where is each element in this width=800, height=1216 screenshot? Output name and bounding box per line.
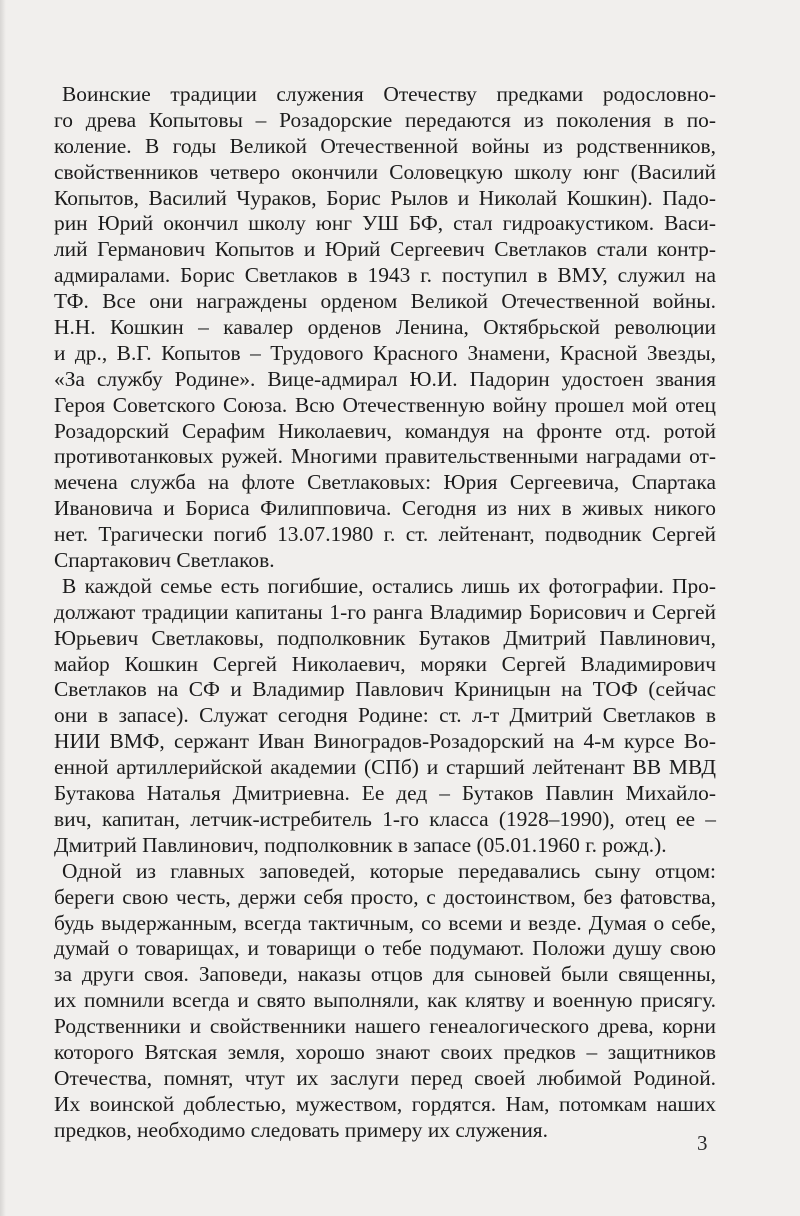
paragraph-line: го древа Копытовы – Розадорские передаются из поколения в по- — [54, 107, 716, 132]
paragraph-line: которого Вятская земля, хорошо знают своих предков – защитников — [54, 1039, 716, 1064]
paragraph-line: Отечества, помнят, чтут их заслуги перед своей любимой Родиной. — [54, 1065, 716, 1090]
paragraph-line: береги свою честь, держи себя просто, с достоинством, без фатовства, — [54, 884, 716, 909]
paragraph-first-line: В каждой семье есть погибшие, остались лишь их фотографии. Про- — [62, 573, 716, 598]
paragraph-line: «За службу Родине». Вице-адмирал Ю.И. Падорин удостоен звания — [54, 366, 716, 391]
paragraph-line: мечена служба на флоте Светлаковых: Юрия Сергеевича, Спартака — [54, 470, 716, 495]
paragraph-line: Копытов, Василий Чураков, Борис Рылов и Николай Кошкин). Падо- — [54, 185, 716, 210]
paragraph-line: должают традиции капитаны 1-го ранга Владимир Борисович и Сергей — [54, 599, 716, 624]
paragraph-line: нет. Трагически погиб 13.07.1980 г. ст. лейтенант, подводник Сергей — [54, 522, 716, 547]
body-text — [54, 82, 716, 1144]
paragraph-line: предков, необходимо следовать примеру их служения. — [54, 1117, 548, 1142]
paragraph-line: Дмитрий Павлинович, подполковник в запасе (05.01.1960 г. рожд.). — [54, 832, 667, 857]
page-edge-shadow — [0, 0, 6, 1216]
paragraph-line: за други своя. Заповеди, наказы отцов для сыновей были священны, — [54, 962, 716, 987]
page-number: 3 — [697, 1131, 708, 1155]
paragraph-line: будь выдержанным, всегда тактичным, со всеми и везде. Думая о себе, — [54, 910, 716, 935]
paragraph-line: Розадорский Серафим Николаевич, командуя на фронте отд. ротой — [54, 418, 716, 443]
paragraph-line: Юрьевич Светлаковы, подполковник Бутаков Дмитрий Павлинович, — [54, 625, 716, 650]
paragraph-line: лий Германович Копытов и Юрий Сергеевич Светлаков стали контр- — [54, 237, 716, 262]
paragraph-line: Н.Н. Кошкин – кавалер орденов Ленина, Октябрьской революции — [54, 315, 716, 340]
paragraph-line: и др., В.Г. Копытов – Трудового Красного Знамени, Красной Звезды, — [54, 340, 716, 365]
paragraph-line: Ивановича и Бориса Филипповича. Сегодня из них в живых никого — [54, 496, 716, 521]
paragraph-line: их помнили всегда и свято выполняли, как клятву и военную присягу. — [54, 988, 716, 1013]
paragraph-line: Родственники и свойственники нашего генеалогического древа, корни — [54, 1014, 716, 1039]
paragraph-line: Бутакова Наталья Дмитриевна. Ее дед – Бутаков Павлин Михайло- — [54, 781, 716, 806]
paragraph-line: ТФ. Все они награждены орденом Великой Отечественной войны. — [54, 289, 716, 314]
paragraph-line: енной артиллерийской академии (СПб) и старший лейтенант ВВ МВД — [54, 755, 716, 780]
paragraph-line: Спартакович Светлаков. — [54, 548, 275, 573]
paragraph-line: противотанковых ружей. Многими правительственными наградами от- — [54, 444, 716, 469]
paragraph-line: Светлаков на СФ и Владимир Павлович Криницын на ТОФ (сейчас — [54, 677, 716, 702]
paragraph-line: майор Кошкин Сергей Николаевич, моряки Сергей Владимирович — [54, 651, 716, 676]
paragraph-line: Их воинской доблестью, мужеством, гордятся. Нам, потомкам наших — [54, 1091, 716, 1116]
paragraph-line: НИИ ВМФ, сержант Иван Виноградов-Розадорский на 4-м курсе Во- — [54, 729, 716, 754]
paragraph-line: адмиралами. Борис Светлаков в 1943 г. поступил в ВМУ, служил на — [54, 263, 716, 288]
paragraph-line: Героя Советского Союза. Всю Отечественную войну прошел мой отец — [54, 392, 716, 417]
paragraph-line: вич, капитан, летчик-истребитель 1-го класса (1928–1990), отец ее – — [54, 806, 716, 831]
paragraph-first-line: Одной из главных заповедей, которые передавались сыну отцом: — [62, 858, 716, 883]
paragraph-line: они в запасе). Служат сегодня Родине: ст. л-т Дмитрий Светлаков в — [54, 703, 716, 728]
paragraph-line: коление. В годы Великой Отечественной войны из родственников, — [54, 133, 716, 158]
paragraph-line: рин Юрий окончил школу юнг УШ БФ, стал гидроакустиком. Васи- — [54, 211, 716, 236]
paragraph-line: свойственников четверо окончили Соловецкую школу юнг (Василий — [54, 159, 716, 184]
paragraph-line: думай о товарищах, и товарищи о тебе подумают. Положи душу свою — [54, 936, 716, 961]
paragraph-first-line: Воинские традиции служения Отечеству предками родословно- — [62, 82, 716, 106]
